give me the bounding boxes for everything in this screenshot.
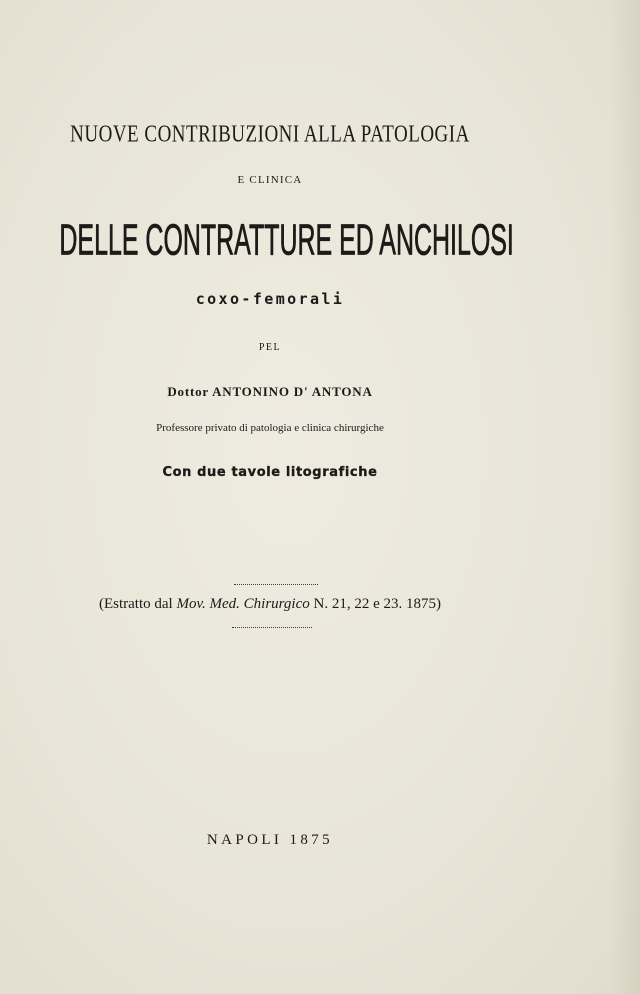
extract-rest: N. 21, 22 e 23. 1875) [309, 596, 442, 612]
author-name: Dottor ANTONINO D' ANTONA [167, 384, 373, 399]
subtitle-line-1: E CLINICA [237, 174, 303, 186]
author-affiliation: Professore privato di patologia e clinica chirurgiche [156, 422, 384, 434]
by-line: PEL [258, 342, 282, 353]
dotted-rule-top [234, 584, 318, 585]
dotted-rule-bottom [232, 627, 312, 628]
imprint: NAPOLI 1875 [206, 832, 334, 848]
main-title: DELLE CONTRATTURE ED ANCHILOSI [59, 215, 514, 265]
extract-open: (Estratto dal [98, 596, 177, 612]
subtitle-coxo-femorali: coxo-femorali [195, 290, 345, 308]
extract-note [0, 596, 540, 613]
plates-note: Con due tavole litografiche [162, 465, 378, 480]
title-line-1: NUOVE CONTRIBUZIONI ALLA PATOLOGIA [70, 121, 470, 148]
journal-name: Mov. Med. Chirurgico [176, 596, 310, 612]
